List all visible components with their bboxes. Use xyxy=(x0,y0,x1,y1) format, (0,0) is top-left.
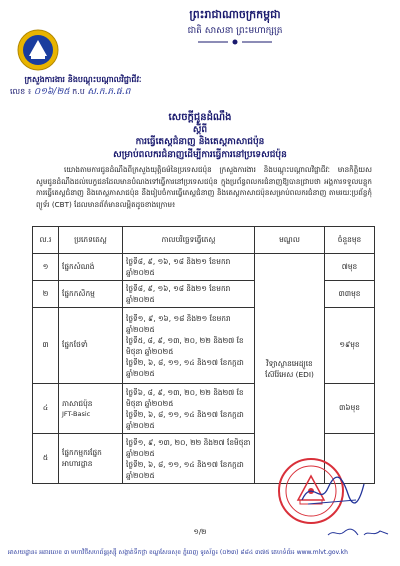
test-count: ៧មុខ xyxy=(325,254,375,281)
reference-label: លេខ xyxy=(10,87,26,96)
column-header: ប្រភេទតេស្ត xyxy=(59,227,123,254)
ministry-name: ក្រសួងការងារ និងបណ្តុះបណ្តាលវិជ្ជាជីវៈ xyxy=(24,75,142,84)
test-dates xyxy=(123,308,255,384)
column-header: កាលបរិច្ឆេទធ្វើតេស្ត xyxy=(123,227,255,254)
test-dates xyxy=(123,384,255,434)
test-type: ផ្នែកសំណង់ xyxy=(59,254,123,281)
test-schedule-table xyxy=(32,226,375,484)
divider-ornament-icon xyxy=(198,39,272,45)
test-count: ១៩មុខ xyxy=(325,308,375,384)
test-dates xyxy=(123,434,255,484)
row-number: ៣ xyxy=(33,308,59,384)
table-header-row xyxy=(33,227,375,254)
kingdom-title: ព្រះរាជាណាចក្រកម្ពុជា xyxy=(189,8,281,21)
date-line: ថ្ងៃទី៦, ៨, ៩, ១៣, ២០, ២២ និង២៧ ខែមិថុនា ឆ្នាំ២០២៥ xyxy=(126,387,244,408)
date-line: ថ្ងៃទី៥, ៨, ៩, ១៣, ២០, ២២ និង២៧ ខែមិថុនា ឆ្នាំ២០២៥ xyxy=(126,335,244,356)
reference-line: លេខ ៖ ០១៦/២៥ ក.ប ស.ក.ភ.ផ.ព xyxy=(10,87,131,97)
table-row xyxy=(33,254,375,281)
test-type-cell xyxy=(59,384,123,434)
column-header: ល.រ xyxy=(33,227,59,254)
notice-subject-line2: សម្រាប់ពលករជំនាញដើម្បីការធ្វើការនៅប្រទេសជប៉ុន xyxy=(113,150,287,160)
intro-paragraph: យោងតាមការជូនដំណឹងពីក្រសួងយុត្តិធម៌នៃប្រទេសជប៉ុន ក្រសួងការងារ និងបណ្តុះបណ្តាលវិជ្ជាជីវៈ មានកិត្តិយស សូមជូនដំណឹងដល់បេក្ខជនដែលមានបំណងទៅធ្វើការនៅប្រទេសជប៉ុន ក្នុងប្រព័ន្ធពលករជំនាញឱ្យបានជ្រាបថា អង្គការទទួលបន្ទុកការធ្វើតេស្តជំនាញ និងតេស្តភាសាជប៉ុន នឹងរៀបចំការធ្វើតេស្តជំនាញ និងតេស្តភាសាជប៉ុនសម្រាប់ពលករជំនាញ តាមរយៈប្រព័ន្ធកុំព្យូទ័រ (CBT) ដែលមានព័ត៌មានលម្អិតដូចខាងក្រោម៖ xyxy=(36,165,372,209)
test-dates: ថ្ងៃទី៨, ៩, ១៦, ១៨ និង២១ ខែមករា ឆ្នាំ២០២៥ xyxy=(123,281,255,308)
test-count: ៣៦មុខ xyxy=(325,384,375,434)
date-line: ថ្ងៃទី២, ៦, ៨, ១១, ១៤ និង១៧ ខែកក្កដា ឆ្នាំ២០២៥ xyxy=(126,409,244,430)
row-number: ២ xyxy=(33,281,59,308)
reference-number: ០១៦ xyxy=(33,87,54,97)
row-number: ៤ xyxy=(33,384,59,434)
test-type-sub: JFT-Basic xyxy=(62,410,91,418)
notice-subject-line1: ការធ្វើតេស្តជំនាញ និងតេស្តភាសាជប៉ុន xyxy=(135,137,265,147)
reference-office: ក.ប xyxy=(72,87,85,96)
test-dates: ថ្ងៃទី៨, ៩, ១៦, ១៨ និង២១ ខែមករា ឆ្នាំ២០២៥ xyxy=(123,254,255,281)
date-line: ថ្ងៃទី២, ៦, ៨, ១១, ១៤ និង១៧ ខែកក្កដា ឆ្នាំ២០២៥ xyxy=(126,357,244,378)
test-type: ផ្នែកកម្មករផ្នែក អាហារដ្ឋាន xyxy=(59,434,123,484)
signature-icon xyxy=(298,470,368,510)
column-header: មណ្ឌល xyxy=(255,227,325,254)
test-center: វិទ្យាស្ថានអេដ្យូខេ ស៊ែរ៉ែអេស (EDI) xyxy=(255,254,325,484)
test-type: ភាសាជប៉ុន xyxy=(62,399,93,408)
reference-handwritten: ស.ក.ភ.ផ.ព xyxy=(87,87,131,97)
test-count: ៣៣មុខ xyxy=(325,281,375,308)
footer-address: អាសយដ្ឋាន៖ អគារលេខ ៣ មហាវិថីសហព័ន្ធរុស្ស៊ី សង្កាត់ទឹកថ្លា ខណ្ឌសែនសុខ ភ្នំពេញ ទូរស័ព្ទ៖ (០២៣) ៨៨៤ ៣៧៥ គេហទំព័រ៖ www.mlvt.gov.kh xyxy=(8,549,348,556)
row-number: ៥ xyxy=(33,434,59,484)
row-number: ១ xyxy=(33,254,59,281)
ministry-emblem-icon xyxy=(16,28,60,72)
initials-signature-icon xyxy=(326,527,392,539)
reference-suffix: /២៥ xyxy=(53,87,70,97)
date-line: ថ្ងៃទី១, ៩, ១៦, ១៨ និង២១ ខែមករា ឆ្នាំ២០២៥ xyxy=(126,313,231,334)
national-motto: ជាតិ សាសនា ព្រះមហាក្សត្រ xyxy=(187,26,283,36)
test-type: ផ្នែកថែទាំ xyxy=(59,308,123,384)
page-number: ១/២ xyxy=(193,528,207,536)
date-line: ថ្ងៃទី២, ៦, ៨, ១១, ១៤ និង១៧ ខែកក្កដា ឆ្នាំ២០២៥ xyxy=(126,459,244,480)
notice-subject-label: ស្តីពី xyxy=(192,125,208,135)
column-header: ចំនួនមុខ xyxy=(325,227,375,254)
date-line: ថ្ងៃទី១, ៩, ១៣, ២០, ២២ និង២៧ ខែមិថុនា ឆ្នាំ២០២៥ xyxy=(126,437,251,458)
notice-title: សេចក្តីជូនដំណឹង xyxy=(168,112,232,123)
test-type: ផ្នែកកសិកម្ម xyxy=(59,281,123,308)
